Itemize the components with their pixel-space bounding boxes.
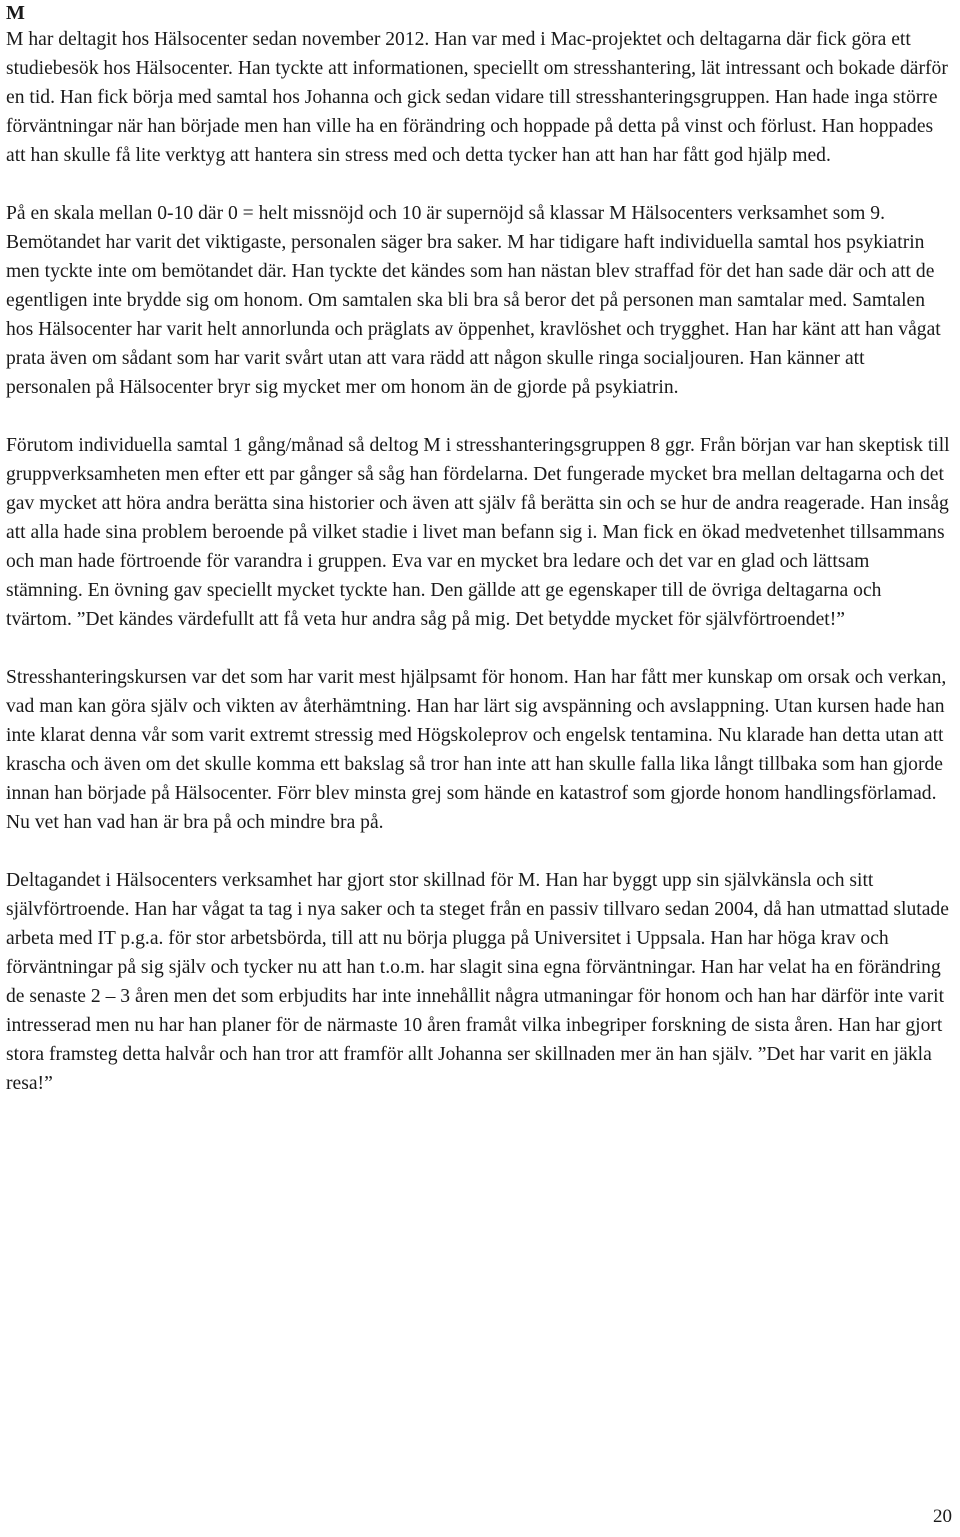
- paragraph-intro: M har deltagit hos Hälsocenter sedan november 2012. Han var med i Mac-projektet och deltagarna där fick göra ett studiebesök hos Hälsocenter. Han tyckte att informationen, speciellt om stresshantering, lät intressant och bokade därför en tid. Han fick börja med samtal hos Johanna och gick sedan vidare till stresshanteringsgruppen. Han hade inga större förväntningar när han började men han ville ha en förändring och hoppade på detta på vinst och förlust. Han hoppades att han skulle få lite verktyg att hantera sin stress med och detta tycker han att han har fått god hjälp med.: [6, 29, 948, 166]
- paragraph-group: Förutom individuella samtal 1 gång/månad så deltog M i stresshanteringsgruppen 8 ggr. Från början var han skeptisk till gruppverksamheten men efter ett par gånger så såg han fördelarna. Det fungerade mycket bra mellan deltagarna och det gav mycket att höra andra berätta sina historier och även att själv få berätta sin och se hur de andra reagerade. Han insåg att alla hade sina problem beroende på vilket stadie i livet man befann sig i. Man fick en ökad medvetenhet tillsammans och man hade förtroende för varandra i gruppen. Eva var en mycket bra ledare och det var en glad och lättsam stämning. En övning gav speciellt mycket tyckte han. Den gällde att ge egenskaper till de övriga deltagarna och tvärtom. ”Det kändes värdefullt att få veta hur andra såg på mig. Det betydde mycket för självförtroendet!”: [6, 435, 950, 630]
- paragraph-impact: Deltagandet i Hälsocenters verksamhet har gjort stor skillnad för M. Han har byggt upp sin självkänsla och sitt självförtroende. Han har vågat ta tag i nya saker och ta steget från en passiv tillvaro sedan 2004, då han utmattad slutade arbeta med IT p.g.a. för stor arbetsbörda, till att nu börja plugga på Universitet i Uppsala. Han har höga krav och förväntningar på sig själv och tycker nu att han t.o.m. har slagit sina egna förväntningar. Han har velat ha en förändring de senaste 2 – 3 åren men det som erbjudits har inte innehållit några utmaningar för honom och han har därför inte varit intresserad men nu har han planer för de närmaste 10 åren framåt vilka inbegriper forskning de sista åren. Han har gjort stora framsteg detta halvår och han tror att framför allt Johanna ser skillnaden mer än han själv. ”Det har varit en jäkla resa!”: [6, 870, 949, 1094]
- paragraph-gap: [6, 634, 951, 663]
- page-number: 20: [933, 1506, 952, 1527]
- paragraph-gap: [6, 170, 951, 199]
- section-heading: M: [6, 2, 25, 24]
- document-page: [6, 0, 951, 1098]
- paragraph-course: Stresshanteringskursen var det som har varit mest hjälpsamt för honom. Han har fått mer kunskap om orsak och verkan, vad man kan göra själv och vikten av återhämtning. Han har lärt sig avspänning och avslappning. Utan kursen hade han inte klarat denna vår som varit extremt stressig med Högskoleprov och engelsk tentamina. Nu klarade han detta utan att krascha och även om det skulle komma ett bakslag så tror han inte att han skulle falla lika långt tillbaka som han gjorde innan han började på Hälsocenter. Förr blev minsta grej som hände en katastrof som gjorde honom handlingsförlamad. Nu vet han vad han är bra på och mindre bra på.: [6, 667, 947, 833]
- paragraph-gap: [6, 837, 951, 866]
- paragraph-rating: På en skala mellan 0-10 där 0 = helt missnöjd och 10 är supernöjd så klassar M Hälsocenters verksamhet som 9. Bemötandet har varit det viktigaste, personalen säger bra saker. M har tidigare haft individuella samtal hos psykiatrin men tyckte inte om bemötandet där. Han tyckte det kändes som han nästan blev straffad för det han sade där och att de egentligen inte brydde sig om honom. Om samtalen ska bli bra så beror det på personen man samtalar med. Samtalen hos Hälsocenter har varit helt annorlunda och präglats av öppenhet, kravlöshet och trygghet. Han har känt att han vågat prata även om sådant som har varit svårt utan att vara rädd att någon skulle ringa socialjouren. Han känner att personalen på Hälsocenter bryr sig mycket mer om honom än de gjorde på psykiatrin.: [6, 203, 941, 398]
- paragraph-gap: [6, 402, 951, 431]
